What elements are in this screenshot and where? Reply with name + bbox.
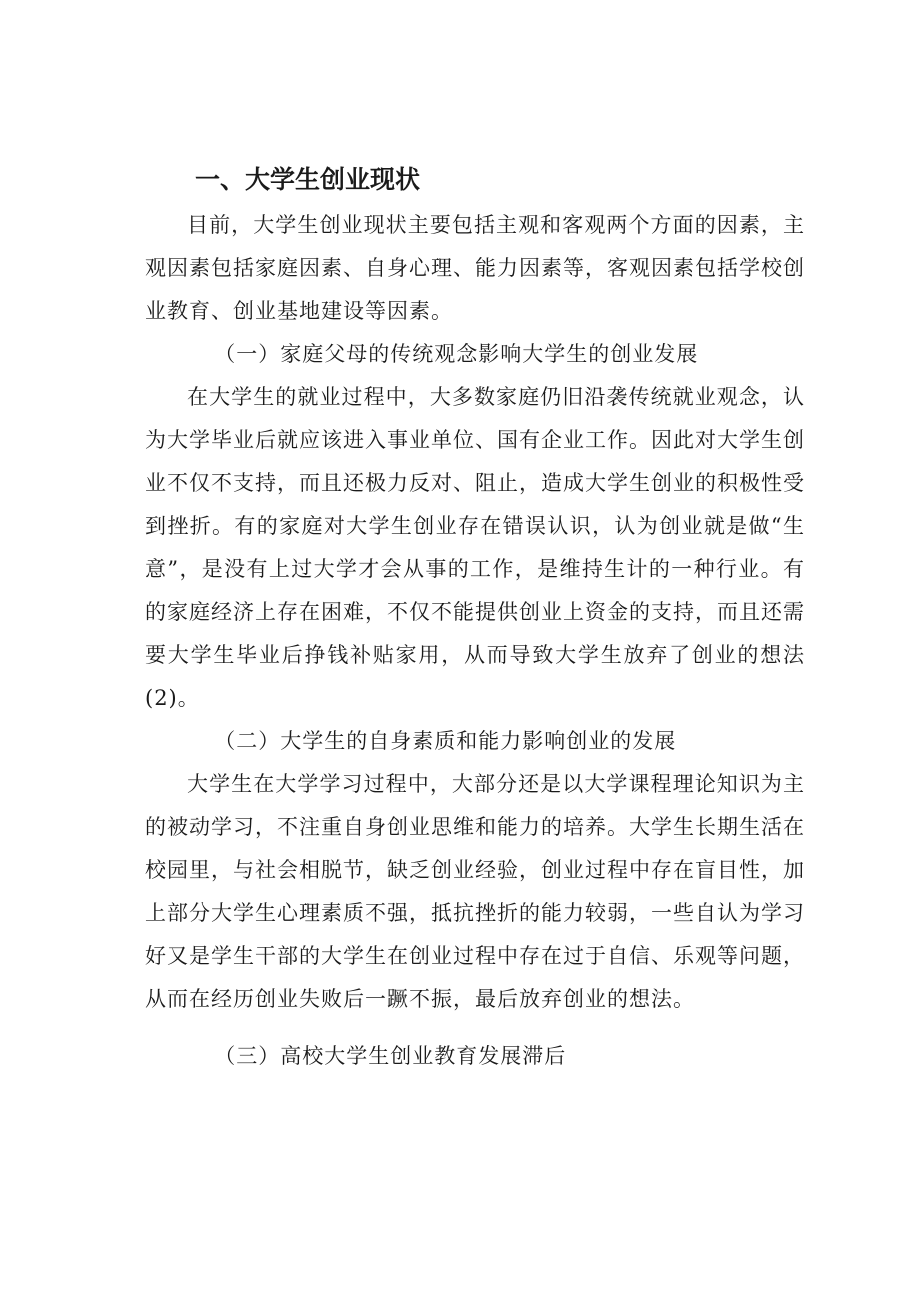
spacer [145, 1021, 805, 1035]
subsection-heading-1: （一）家庭父母的传统观念影响大学生的创业发展 [214, 342, 699, 366]
subsection-paragraph-1: 在大学生的就业过程中，大多数家庭仍旧沿袭传统就业观念，认为大学毕业后就应该进入事业单位、国有企业工作。因此对大学生创业不仅不支持，而且还极力反对、阻止，造成大学生创业的积极性受到挫折。有的家庭对大学生创业存在错误认识，认为创业就是做“生意”，是没有上过大学才会从事的工作，是维持生计的一种行业。有的家庭经济上存在困难，不仅不能提供创业上资金的支持，而且还需要大学生毕业后挣钱补贴家用，从而导致大学生放弃了创业的想法(2)。 [145, 385, 805, 710]
subsection-paragraph-2: 大学生在大学学习过程中，大部分还是以大学课程理论知识为主的被动学习，不注重自身创业思维和能力的培养。大学生长期生活在校园里，与社会相脱节，缺乏创业经验，创业过程中存在盲目性，加上部分大学生心理素质不强，抵抗挫折的能力较弱，一些自认为学习好又是学生干部的大学生在创业过程中存在过于自信、乐观等问题，从而在经历创业失败后一蹶不振，最后放弃创业的想法。 [145, 772, 805, 1011]
subsection-heading-2: （二）大学生的自身素质和能力影响创业的发展 [214, 729, 677, 753]
section-heading: 一、大学生创业现状 [195, 165, 421, 194]
subsection-heading-3: （三）高校大学生创业教育发展滞后 [214, 1044, 567, 1068]
document-body [145, 160, 805, 1078]
intro-paragraph: 目前，大学生创业现状主要包括主观和客观两个方面的因素，主观因素包括家庭因素、自身心理、能力因素等，客观因素包括学校创业教育、创业基地建设等因素。 [145, 213, 805, 323]
